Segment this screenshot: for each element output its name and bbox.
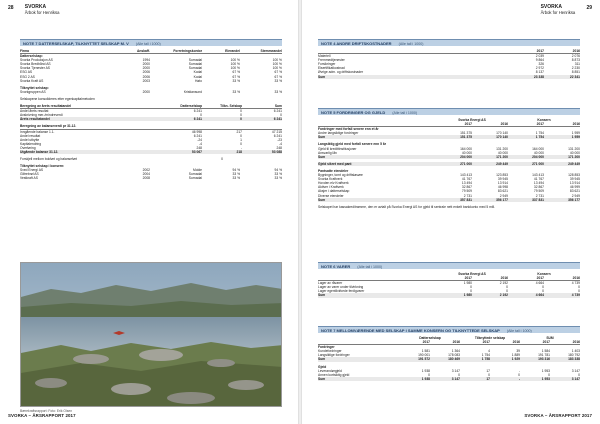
inventory-total: Sum 1 980 2 192 4 664 4 739 [318, 293, 580, 298]
table-row: Gjeld til kredittinstitusjoner 164 000 131 200 164 000 131 200 [318, 146, 580, 151]
inventory-table [318, 272, 580, 298]
other-costs-rows [318, 54, 580, 74]
intercompany-table [318, 336, 580, 381]
section-heading: Langsiktig gjeld med forfall senere enn 5 år [318, 142, 386, 147]
year-header: 2017 2016 2017 2016 [318, 276, 580, 281]
note7-title-bar [20, 39, 282, 46]
right-page-footer: SVORKA – ÅRSRAPPORT 2017 [524, 413, 592, 418]
intercompany-debt-rows [318, 369, 580, 377]
section-heading: Gjeld [318, 364, 327, 369]
section-heading: Tilknyttet selskap i konsern: [20, 164, 65, 169]
table-row: Elsertifikatkostnad 2 972 2 230 [318, 66, 580, 71]
table-row: Leverandørgjeld 1 938 3 147 17 - 1 953 3 147 [318, 368, 580, 373]
table-row: Kundefordringer 1 581 1 364 4 39 1 584 1 403 [318, 349, 580, 354]
table-row: Bygninger, tomt og driftsløsøre 143 413 123 853 143 413 128 853 [318, 173, 580, 178]
long-term-debt-rows [318, 147, 580, 155]
table-row: Aksjer i datterselskap 79 509 83 621 79 509 83 621 [318, 189, 580, 194]
page-number: 28 [8, 5, 14, 11]
section-heading: Pantsatte eiendeler [318, 168, 349, 173]
table-row: Overføring 248 - 248 [20, 145, 282, 150]
note-title: NOTE 4 ANDRE DRIFTSKOSTNADER [321, 41, 392, 46]
table-row: Langsiktige fordringer 190 001 178 083 1 754 1 889 191 781 180 792 [318, 353, 580, 358]
receivables-total: Sum 151 375 170 140 1 754 1 959 [318, 135, 580, 140]
table-row: Inngående balanse 1.1. 46 998 217 47 215 [20, 129, 282, 134]
group-header: Datterselskap Tilknyttede selskap SUM [419, 336, 554, 340]
note4-title-bar [318, 39, 580, 46]
pledged-total: Sum 357 831 356 177 337 831 356 177 [318, 197, 580, 202]
note-title: NOTE 5 FORDRINGER OG GJELD [321, 110, 386, 115]
intercompany-receivables-total: Sum 191 572 180 469 1 758 1 929 193 316 183 338 [318, 357, 580, 362]
group-header: Svorka Energi AS Konsern [458, 118, 551, 122]
balance-header: Beregning av balanseverdi pr 31.12. [20, 124, 282, 129]
secured-debt-row: Gjeld sikret med pant 271 000 249 449 271 000 249 449 [318, 161, 580, 166]
inventory-rows [318, 281, 580, 293]
table-row: Diverse eiendeler 2 731 2 949 2 731 2 949 [318, 193, 580, 198]
table-row: ESG AS 2006 Kodal 67 % 67 % [20, 70, 282, 75]
subsidiaries-table [20, 49, 282, 181]
section-heading: Datterselskap: [20, 54, 43, 59]
intercompany-receivables-rows [318, 349, 580, 357]
table-row: Forsikringer 326 311 [318, 62, 580, 67]
left-page-footer: SVORKA – ÅRSRAPPORT 2017 [8, 413, 76, 418]
brand-name: SVORKA [24, 4, 47, 10]
table-row: Glitrebrøl AS 2004 Surnadal 33 % 33 % [20, 172, 282, 177]
left-page-header [8, 5, 59, 15]
section-heading: Tilknyttet selskap: [20, 85, 49, 90]
result-share-rows [20, 109, 282, 117]
table-row: Andre langsiktige fordringer 151 375 170 140 1 754 1 959 [318, 131, 580, 136]
debt-total: Sum 204 000 171 200 204 000 171 200 [318, 154, 580, 159]
associates-rows [20, 90, 282, 94]
table-row: Svorka Bredbånd AS 2000 Surnadal 100 % 100 % [20, 62, 282, 67]
brand-name: SVORKA [540, 4, 562, 10]
table-row: Svorka Produksjon AS 1994 Surnadal 100 % 100 % [20, 58, 282, 63]
brand-subtitle: Årbok for Henriksa [24, 10, 60, 15]
pledged-assets-rows [318, 173, 580, 198]
note5-title-bar [318, 108, 580, 115]
table-row: Annen kortsiktig gjeld 0 0 0 0 0 0 [318, 372, 580, 377]
year-header: 2017 2016 2017 2016 2017 2016 [318, 340, 580, 345]
method-note: Selskapene konsolideres etter egenkapitalmetoden [20, 96, 95, 101]
note-subtitle: (Alle tall i 1000) [398, 42, 424, 46]
table-row: Øvrige adm. og driftskostnader 8 137 8 851 [318, 70, 580, 75]
right-page-header [541, 5, 592, 15]
page-number: 29 [586, 5, 592, 11]
table-row: Kapitalendring -4 0 -4 [20, 141, 282, 146]
table-row: Lager av råvarer 1 980 2 192 4 664 4 739 [318, 281, 580, 286]
other-costs-total: Sum 23 338 22 341 [318, 74, 580, 79]
note-subtitle: (Alle tall i 1000) [506, 329, 532, 333]
receivables-debt-table [318, 118, 580, 209]
brand-subtitle: Årbok for Henriksa [540, 10, 576, 15]
table-row: Andel årets resultat 6 241 0 6 241 [20, 109, 282, 114]
group-header: Svorka Energi AS Konsern [458, 272, 551, 276]
note-title: NOTE 7 DATTERSELSKAP, TILKNYTTET SELSKAP M. V [23, 41, 129, 46]
other-costs-table [318, 49, 580, 79]
note7-title-bar [318, 326, 580, 333]
lake-landscape-image [21, 263, 282, 407]
table-row: Materiell 2 039 2 076 [318, 54, 580, 59]
table-row: Vestkraft AS 2008 Surnadal 33 % 33 % [20, 176, 282, 181]
table-row: Andel utbytte -24 1 -23 [20, 137, 282, 142]
section-heading: Fordringer med forfall senere enn et år [318, 127, 379, 132]
intercompany-debt-total: Sum 1 938 3 147 17 - 1 953 3 147 [318, 376, 580, 381]
table-row: Svorkgruppen AS 2000 Kristiansund 33 % 33 % [20, 89, 282, 94]
year-header: 2017 2016 2017 2016 [318, 122, 580, 127]
photo-caption: Bærekraftsrapport: Foto: Erik Olsen [20, 409, 73, 413]
group-associates-rows [20, 168, 282, 180]
credit-note: Selskapet har kassakreditramme, den er avtalt på Svorka Energi AS for gjeld til sentrale nett enkelt bankkonto med 5 mill. [318, 204, 496, 209]
landscape-photo [20, 262, 282, 407]
note6-title-bar [318, 262, 580, 269]
table-row: Sved Energi AS 2002 Molde 94 % 94 % [20, 168, 282, 173]
right-page [302, 0, 600, 424]
table-row: Avskrivning mer-/mindreverdi 0 0 0 [20, 113, 282, 118]
table-row: Hovden elv Kraftverk 13 494 13 914 13 494 13 914 [318, 181, 580, 186]
balance-rows [20, 130, 282, 150]
note-subtitle: (Alle tall i 1000) [357, 265, 383, 269]
table-row: Svorka Tjenester AS 2000 Surnadal 100 % 100 % [20, 66, 282, 71]
table-header: Firma Anskaff. Forretningskontor Eierandel Stemmeandel [20, 49, 282, 53]
balance-total: Utgående balanse 31.12. 53 067 218 53 088 [20, 149, 282, 154]
table-row: ESG 2 AS 2006 Kodal 67 % 67 % [20, 74, 282, 79]
table-row: Ansvarlig lån 40 000 40 000 40 000 40 000 [318, 150, 580, 155]
section-heading: Fordringer [318, 345, 335, 350]
note-title: NOTE 7 MELLOMVÆRENDE MED SELSKAP I SAMME KONSERN OG TILKNYTTEDE SELSKAP [321, 328, 500, 333]
note-subtitle: (Alle tall i 1000) [392, 111, 418, 115]
table-row: Fremmedtjenester 9 864 8 873 [318, 58, 580, 63]
result-share-header: Beregning av årets resultatandel Datterselskap Tilkn. Selskap Sum [20, 104, 282, 109]
subsidiaries-rows [20, 58, 282, 83]
table-row: Aktiver i Kraftverk 32 867 46 998 32 867 46 999 [318, 185, 580, 190]
table-row: Lager egentilvirkede ferdigvarer 0 0 0 0 [318, 289, 580, 294]
left-page [0, 0, 298, 424]
table-row: Svorka Kraft AS 2003 Hølo 33 % 33 % [20, 78, 282, 83]
table-row: Svorka Kraftverk 41 767 39 945 41 767 39 945 [318, 177, 580, 182]
table-row: Lager av varer under tilvirkning 0 0 0 0 [318, 285, 580, 290]
table-row: Andel resultat 6 241 0 6 241 [20, 133, 282, 138]
result-share-total: Årets resultatandel 6 241 0 6 241 [20, 117, 282, 122]
note-subtitle: (Alle tall i 1000) [135, 42, 161, 46]
difference-note: Forskjell mellom bokført og balanseført 0 [20, 157, 223, 162]
note-title: NOTE 6 VARER [321, 264, 351, 269]
table-header: 2017 2016 [318, 49, 580, 54]
